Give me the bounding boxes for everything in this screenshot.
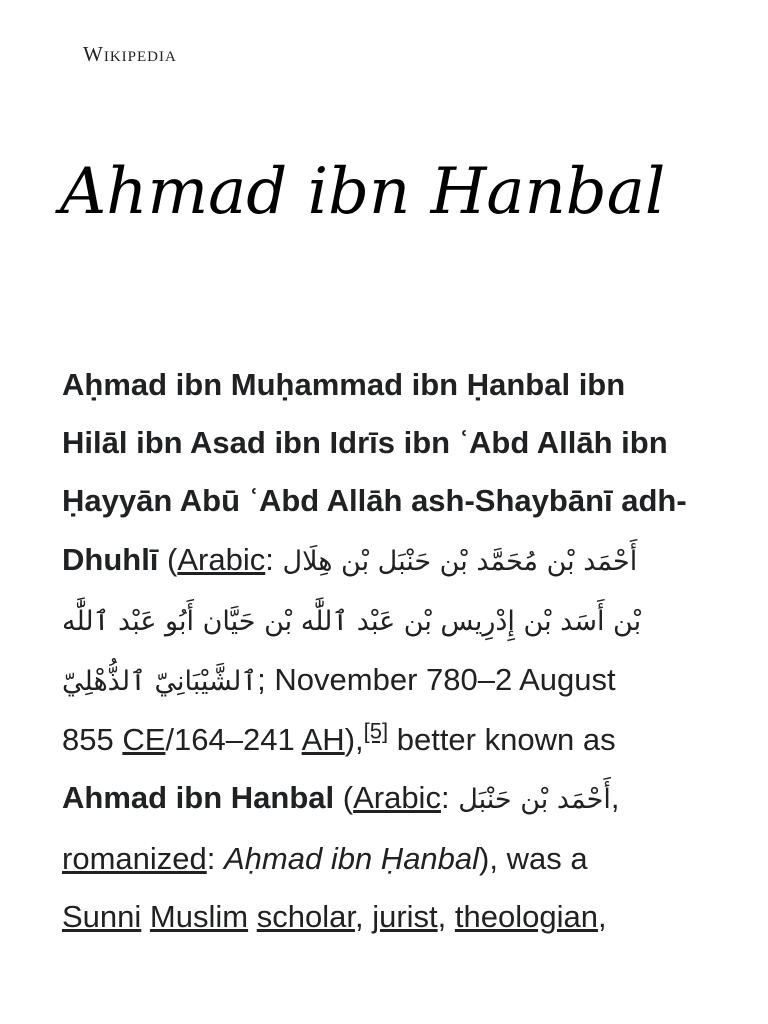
- wikipedia-logo[interactable]: Wikipedia: [83, 42, 177, 66]
- colon-3: :: [206, 840, 224, 876]
- jurist-link[interactable]: jurist: [372, 898, 438, 934]
- full-name-part-2: Hilāl ibn Asad ibn Idrīs ibn ʿAbd Allāh ibn: [62, 425, 668, 461]
- death-year: 855: [62, 722, 123, 758]
- known-as-text: better known as: [388, 722, 616, 758]
- space-1: [141, 899, 150, 934]
- full-name-part-4: Dhuhlī: [62, 541, 159, 577]
- ce-link[interactable]: CE: [122, 722, 166, 758]
- colon-2: :: [440, 780, 459, 816]
- lead-line-2: [62, 414, 702, 472]
- arabic-full-name-3: ٱلشَّيْبَانِيّ ٱلذُّهْلِيّ: [62, 666, 258, 698]
- ah-link[interactable]: AH: [301, 722, 345, 758]
- arabic-language-link-2[interactable]: Arabic: [353, 780, 441, 816]
- separator-2: ,: [437, 898, 455, 934]
- lead-line-10: [62, 888, 702, 946]
- colon: :: [265, 541, 283, 577]
- romanized-link[interactable]: romanized: [62, 840, 207, 876]
- open-paren: (: [158, 541, 178, 577]
- romanized-name: Aḥmad ibn Ḥanbal: [223, 840, 480, 876]
- space-2: [248, 899, 257, 934]
- theologian-link[interactable]: theologian: [454, 898, 598, 934]
- full-name-part-1: Aḥmad ibn Muḥammad ibn Ḥanbal ibn: [62, 367, 626, 402]
- lead-line-8: [62, 769, 702, 829]
- muslim-link[interactable]: Muslim: [149, 898, 249, 934]
- separator-1: ,: [354, 898, 373, 934]
- article-lead-paragraph: [62, 356, 702, 946]
- was-a-text: ), was a: [479, 840, 588, 876]
- open-paren-2: (: [334, 780, 354, 816]
- trailing-comma: ,: [597, 898, 607, 934]
- hijri-dates: /164–241: [165, 722, 302, 758]
- lead-line-4: [62, 531, 702, 591]
- lead-line-3: [62, 472, 702, 530]
- lead-line-5: [62, 591, 662, 651]
- lead-line-1: [62, 356, 702, 414]
- close-paren: ),: [344, 722, 364, 758]
- sunni-link[interactable]: Sunni: [62, 898, 142, 934]
- lead-line-6: [62, 651, 702, 711]
- full-name-part-3: Ḥayyān Abū ʿAbd Allāh ash-Shaybānī adh-: [62, 483, 687, 519]
- comma: ,: [610, 780, 620, 816]
- reference-link[interactable]: [5]: [363, 718, 389, 744]
- lead-line-7: [62, 711, 702, 769]
- lead-line-9: [62, 830, 702, 888]
- arabic-full-name-1: أَحْمَد بْن مُحَمَّد بْن حَنْبَل بْن هِلَال: [282, 545, 638, 577]
- arabic-language-link[interactable]: Arabic: [177, 541, 266, 577]
- arabic-short-name: أَحْمَد بْن حَنْبَل: [458, 784, 611, 816]
- lifespan-dates: ; November 780–2 August: [257, 662, 616, 698]
- short-name: Ahmad ibn Hanbal: [62, 780, 335, 816]
- arabic-full-name-2: بْن أَسَد بْن إِدْرِيس بْن عَبْد ٱللَّٰه بْن حَيَّان أَبُو عَبْد ٱللَّٰه: [62, 605, 642, 637]
- page-title: Ahmad ibn Hanbal: [60, 155, 666, 229]
- scholar-link[interactable]: scholar: [256, 898, 355, 934]
